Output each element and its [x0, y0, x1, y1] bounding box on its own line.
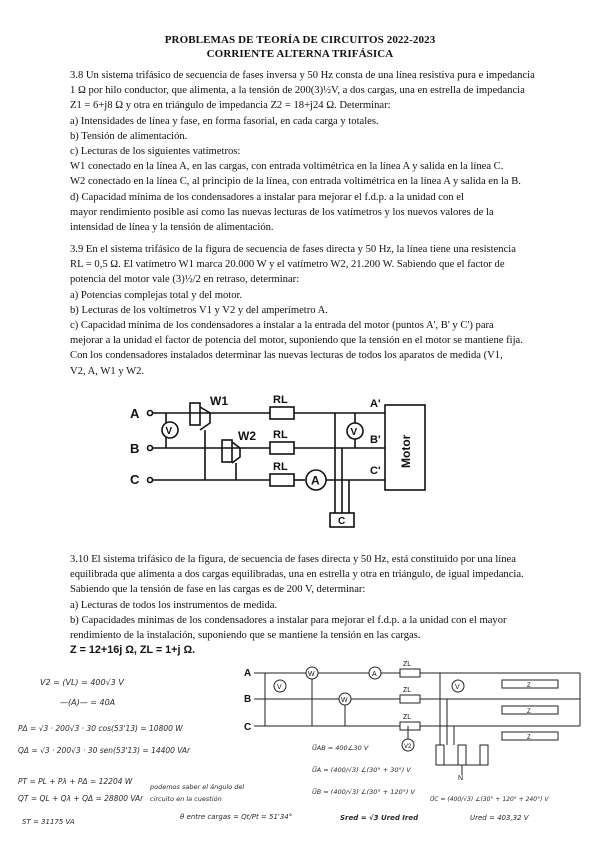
line-resistor-a	[270, 407, 294, 419]
line-impedance-label: ZL	[403, 687, 412, 694]
wattmeter-w1-label: W1	[210, 394, 228, 408]
star-load-impedance	[458, 745, 466, 765]
voltmeter-v2-label: V	[350, 427, 358, 438]
p39-item-c: c) Capacidad mínima de los condensadores a instalar a la entrada del motor (puntos A', B' y C') para	[70, 320, 494, 332]
p38-w2: W2 conectado en la línea C, al principio de la línea, con entrada voltimétrica en la línea A y salida en la B.	[70, 176, 521, 188]
star-load-impedance	[480, 745, 488, 765]
terminal-a-prime: A'	[370, 398, 381, 410]
p38-item-a: a) Intensidades de línea y fase, en forma fasorial, en cada carga y totales.	[70, 115, 379, 127]
delta-impedance-label: Z	[527, 709, 531, 715]
p38-line: 3.8 Un sistema trifásico de secuencia de fases inversa y 50 Hz consta de una línea resistiva pura e impedancia	[70, 70, 535, 81]
handwritten-note: U⃗A = (400/√3) ∠(30° + 30°) V	[312, 766, 411, 774]
p39-line: 3.9 En el sistema trifásico de la figura de secuencia de fases directa y 50 Hz, la línea tiene una resistencia	[70, 244, 516, 255]
handwritten-note: U⃗AB = 400∠30 V	[312, 744, 369, 752]
p39-line: RL = 0,5 Ω. El vatímetro W1 marca 20.000 W y el vatímetro W2, 21.200 W. Sabiendo que el factor de	[70, 259, 505, 271]
line-impedance-a	[400, 669, 420, 677]
handwritten-note: QT = QL + Qλ + QΔ = 28800 VAr	[18, 794, 144, 803]
voltmeter-label: V	[277, 684, 282, 691]
p38-item-c: c) Lecturas de los siguientes vatímetros:	[70, 146, 241, 158]
p310-line: 3.10 El sistema trifásico de la figura, de secuencia de fases directa y 50 Hz, está constituido por una línea	[70, 554, 516, 565]
terminal-c-prime: C'	[370, 465, 381, 477]
handwritten-note: —(A)— = 40A	[60, 698, 116, 707]
delta-impedance-label: Z	[527, 735, 531, 741]
resistor-label-rl: RL	[273, 429, 288, 441]
voltmeter-v2-label: V2	[404, 744, 412, 750]
line-impedance-label: ZL	[403, 714, 412, 721]
p310-item-a: a) Lecturas de todos los instrumentos de medida.	[70, 599, 278, 611]
node-label-a: A	[244, 668, 252, 679]
handwritten-note: podemos saber el ángulo del	[150, 783, 245, 791]
handwritten-note: PΔ = √3 · 200√3 · 30 cos(53'13) = 10800 W	[18, 724, 183, 733]
handwritten-note: PT = PL + Pλ + PΔ = 12204 W	[18, 777, 133, 786]
p310-impedances: Z = 12+16j Ω, ZL = 1+j Ω.	[70, 644, 196, 657]
handwritten-note: ST = 31175 VA	[22, 818, 75, 826]
terminal-b-prime: B'	[370, 434, 381, 446]
resistor-label-rl: RL	[273, 461, 288, 473]
handwritten-note: U⃗C = (400/√3) ∠(30° + 120° + 240°) V	[430, 796, 549, 803]
node-label-a: A	[130, 406, 140, 421]
handwritten-note: QΔ = √3 · 200√3 · 30 sen(53'13) = 14400 VAr	[18, 746, 191, 755]
voltmeter-v1-label: V	[165, 426, 173, 437]
delta-impedance-label: Z	[527, 683, 531, 689]
voltmeter-load-label: V	[455, 684, 460, 691]
ammeter-label: A	[311, 473, 320, 488]
handwritten-note: V2 = (VL) = 400√3 V	[40, 678, 124, 687]
problem-3-9	[70, 242, 548, 379]
handwritten-note: circuito en la cuestión	[150, 795, 222, 803]
p38-line: 1 Ω por hilo conductor, que alimenta, a la tensión de 200(3)½V, a dos cargas, una en estrella de impedancia	[70, 85, 525, 97]
line-resistor-b	[270, 442, 294, 454]
handwritten-note: Ured = 403,32 V	[470, 814, 529, 822]
p39-line: potencia del motor vale (3)½/2 en retraso, determinar:	[70, 274, 300, 286]
resistor-label-rl: RL	[273, 394, 288, 406]
line-impedance-b	[400, 695, 420, 703]
wattmeter-w2-current-coil	[222, 440, 232, 462]
problem-3-10	[70, 552, 548, 658]
p38-line: Z1 = 6+j8 Ω y otra en triángulo de impedancia Z2 = 18+j24 Ω. Determinar:	[70, 100, 391, 112]
p39-item-c: V2, A, W1 y W2.	[70, 365, 145, 377]
line-impedance-label: ZL	[403, 661, 412, 668]
p39-item-b: b) Lecturas de los voltímetros V1 y V2 y del amperímetro A.	[70, 304, 328, 316]
p38-w1: W1 conectado en la línea A, en las cargas, con entrada voltimétrica en la línea A y salida en la línea C.	[70, 161, 504, 173]
wattmeter-2-label: W	[341, 697, 348, 704]
capacitor-label: C	[338, 516, 346, 527]
p38-item-d: mayor rendimiento posible así como las nuevas lecturas de los vatímetros y los nuevos valores de la	[70, 206, 494, 218]
circuit-figure-3-9	[130, 385, 450, 535]
p38-item-b: b) Tensión de alimentación.	[70, 130, 188, 142]
wattmeter-w2-label: W2	[238, 429, 256, 443]
p310-line: Sabiendo que la tensión de fase en las cargas es de 200 V, determinar:	[70, 584, 366, 596]
node-label-b: B	[244, 694, 252, 705]
neutral-label: N	[458, 775, 464, 780]
p310-line: equilibrada que alimenta a dos cargas equilibradas, una en estrella y otra en triángulo, de igual impedancia.	[70, 569, 524, 581]
wattmeter-w1-current-coil	[190, 403, 200, 425]
node-label-c: C	[244, 722, 252, 733]
p39-item-a: a) Potencias complejas total y del motor.	[70, 289, 243, 301]
star-load-impedance	[436, 745, 444, 765]
circuit-figure-3-10	[240, 660, 590, 780]
node-label-b: B	[130, 441, 140, 456]
p39-item-c: mejorar a la unidad el factor de potencia del motor, suponiendo que la tensión en el motor se mantiene fija.	[70, 335, 523, 347]
wattmeter-1-label: W	[308, 671, 315, 678]
p310-item-b: rendimiento de la instalación, suponiendo que se mantiene la tensión en las cargas.	[70, 630, 421, 642]
document-title-line2: CORRIENTE ALTERNA TRIFÁSICA	[206, 48, 394, 60]
p310-item-b: b) Capacidades mínimas de los condensadores a instalar para mejorar el f.d.p. a la unidad con el mayor	[70, 614, 507, 626]
handwritten-note: θ entre cargas = Qt/Pt = 51'34°	[180, 813, 293, 821]
document-title-line1: PROBLEMAS DE TEORÍA DE CIRCUITOS 2022-2023	[164, 34, 436, 46]
problem-3-8	[70, 68, 548, 235]
ammeter-label: A	[372, 671, 377, 678]
line-impedance-c	[400, 722, 420, 730]
handwritten-note: U⃗B = (400/√3) ∠(30° + 120°) V	[312, 788, 415, 796]
p39-item-c: Con los condensadores instalados determinar las nuevas lecturas de todos los aparatos de medida (V1,	[70, 350, 503, 362]
node-label-c: C	[130, 472, 140, 487]
line-resistor-c	[270, 474, 294, 486]
p38-item-d: d) Capacidad mínima de los condensadores a instalar para mejorar el f.d.p. a la unidad con el	[70, 191, 464, 203]
motor-label: Motor	[399, 434, 413, 468]
handwritten-note: Sred = √3 Ured Ired	[340, 814, 419, 822]
p38-item-d: intensidad de línea y la tensión de alimentación.	[70, 222, 274, 234]
